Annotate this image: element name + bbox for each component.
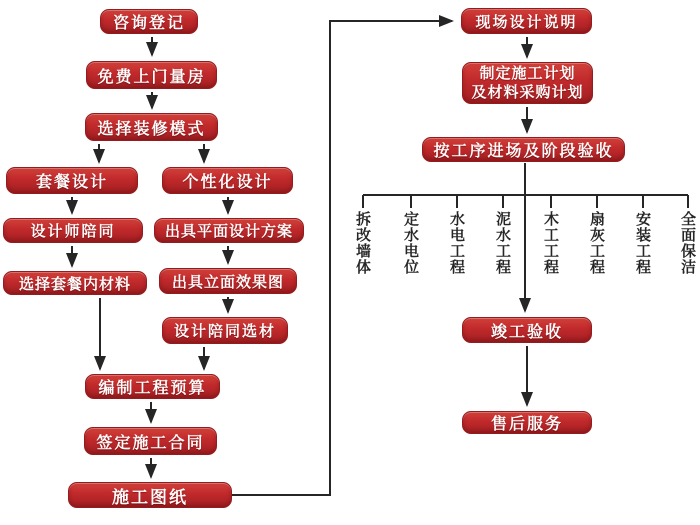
node-project-budget: 编制工程预算 xyxy=(85,374,220,399)
node-completion-acceptance: 竣工验收 xyxy=(462,317,592,343)
node-choose-package-materials: 选择套餐内材料 xyxy=(3,271,147,295)
node-free-measurement: 免费上门量房 xyxy=(86,61,217,89)
stage-label-plastering-works: 扇灰工程 xyxy=(588,211,606,275)
stage-label-demolition-walls: 拆改墙体 xyxy=(354,211,372,275)
node-onsite-design-explanation: 现场设计说明 xyxy=(461,8,592,34)
stage-label-full-cleaning: 全面保洁 xyxy=(679,211,697,275)
stage-label-masonry-works: 泥水工程 xyxy=(494,211,512,275)
stage-label-water-electric-works: 水电工程 xyxy=(448,211,466,275)
node-elevation-rendering: 出具立面效果图 xyxy=(159,268,297,294)
node-choose-decoration-mode: 选择装修模式 xyxy=(85,113,218,141)
node-construction-and-purchase-plan xyxy=(462,62,593,104)
node-process-entry-stage-acceptance: 按工序进场及阶段验收 xyxy=(422,137,625,162)
node-personalized-design: 个性化设计 xyxy=(162,167,293,194)
stage-label-installation-works: 安装工程 xyxy=(634,211,652,275)
node-sign-construction-contract: 签定施工合同 xyxy=(84,427,217,455)
node-after-sales-service: 售后服务 xyxy=(462,411,592,434)
node-construction-plan-line1: 制定施工计划 xyxy=(479,64,576,82)
node-package-design: 套餐设计 xyxy=(6,167,138,194)
node-design-accompany-material-selection: 设计陪同选材 xyxy=(162,317,288,344)
node-designer-accompany: 设计师陪同 xyxy=(3,218,143,243)
node-consult-registration: 咨询登记 xyxy=(100,9,198,34)
node-construction-drawings: 施工图纸 xyxy=(68,482,232,508)
node-construction-plan-line2: 及材料采购计划 xyxy=(471,83,584,101)
node-floor-plan-scheme: 出具平面设计方案 xyxy=(154,218,304,243)
stage-label-carpentry-works: 木工工程 xyxy=(542,211,560,275)
stage-label-water-electric-positioning: 定水电位 xyxy=(402,211,420,275)
